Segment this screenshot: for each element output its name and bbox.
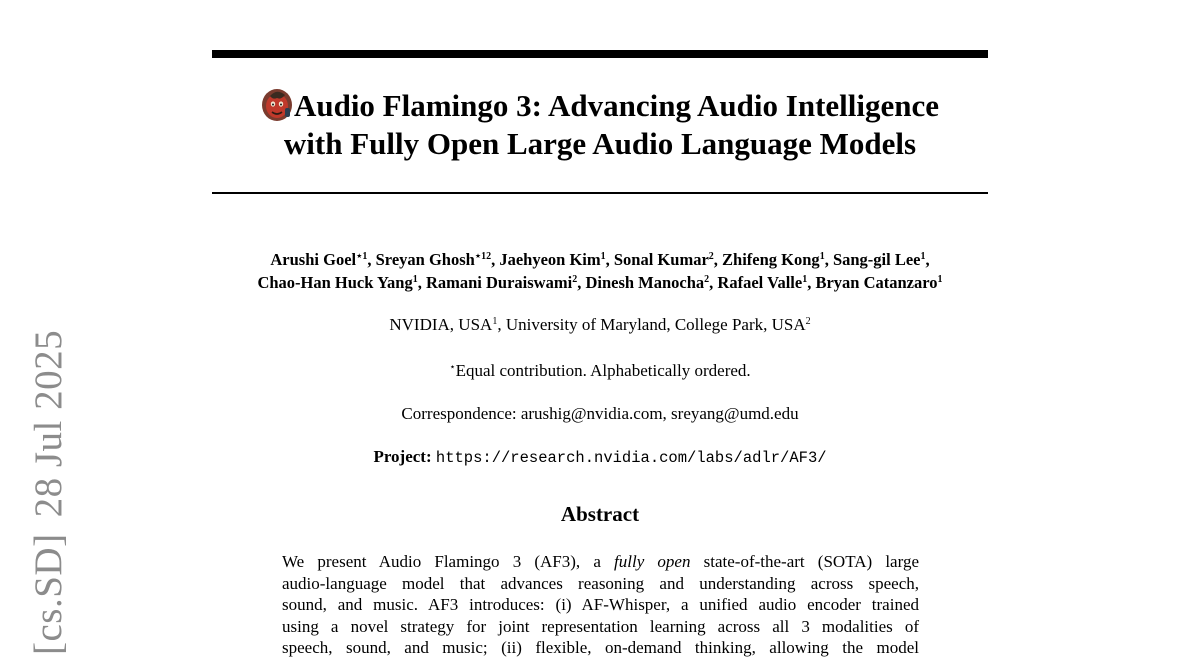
author-name: Sang-gil Lee <box>832 250 921 269</box>
author-affiliation-number: 2 <box>572 274 578 285</box>
abstract-heading: Abstract <box>560 502 640 526</box>
project-label: Project: <box>373 447 432 466</box>
author-affiliation-number: 1 <box>819 251 825 262</box>
author-separator: , <box>807 273 816 292</box>
author-affiliation-number: 2 <box>704 274 710 285</box>
author-name: Bryan Catanzaro <box>815 273 938 292</box>
author-separator: , <box>491 250 500 269</box>
title-line-1-text: Audio Flamingo 3: Advancing Audio Intelligence <box>293 88 940 123</box>
author-name: Sreyan Ghosh <box>375 250 475 269</box>
abstract-line: speech, sound, and music; (ii) flexible, on-demand thinking, allowing the model <box>282 638 919 657</box>
author-separator: , <box>605 250 614 269</box>
project-link-row <box>212 446 988 469</box>
author-name: Chao-Han Huck Yang <box>257 273 413 292</box>
author-name: Arushi Goel <box>270 250 357 269</box>
abstract-line: sound, and music. AF3 introduces: (i) AF-Whisper, a unified audio encoder trained <box>282 595 919 614</box>
equal-contribution-star: ⋆ <box>449 362 456 373</box>
affiliation-umd: University of Maryland, College Park, USA <box>505 315 806 334</box>
flamingo-logo-icon <box>261 86 293 122</box>
abstract-line: audio-language model that advances reasoning and understanding across speech, <box>282 573 919 593</box>
equal-contribution-star: ⋆ <box>356 251 363 262</box>
title-line-2: with Fully Open Large Audio Language Models <box>283 126 917 161</box>
author-affiliation-number: 12 <box>481 251 492 262</box>
arxiv-stamp <box>26 330 71 655</box>
author-affiliation-number: 1 <box>600 251 606 262</box>
author-name: Jaehyeon Kim <box>499 250 601 269</box>
author-separator: , <box>367 250 376 269</box>
abstract-emphasis: fully open <box>614 552 691 571</box>
affiliation-number: 2 <box>805 316 811 327</box>
correspondence: Correspondence: arushig@nvidia.com, sreyang@umd.edu <box>401 404 799 423</box>
abstract-text: state-of-the-art (SOTA) large <box>690 552 919 571</box>
title-top-rule <box>212 50 988 58</box>
author-separator: , <box>824 250 833 269</box>
author-affiliation-number: 1 <box>802 274 808 285</box>
affiliation-nvidia: NVIDIA, USA <box>389 315 493 334</box>
equal-contribution-note <box>212 360 988 382</box>
author-separator: , <box>417 273 426 292</box>
author-list <box>212 248 988 294</box>
author-line-1 <box>212 248 988 271</box>
affiliation-number: 1 <box>492 316 498 327</box>
equal-contribution-text: Equal contribution. Alphabetically ordered. <box>455 361 751 380</box>
abstract-text: We present Audio Flamingo 3 (AF3), a <box>282 552 615 571</box>
arxiv-category: [cs.SD] <box>27 533 70 655</box>
abstract-line: using a novel strategy for joint representation learning across all 3 modalities of <box>282 616 919 636</box>
affiliation-separator: , <box>497 315 506 334</box>
equal-contribution-star: ⋆ <box>474 251 482 262</box>
author-separator: , <box>925 250 930 269</box>
abstract-line <box>282 551 919 573</box>
author-name: Ramani Duraiswami <box>425 273 573 292</box>
project-url-link[interactable]: https://research.nvidia.com/labs/adlr/AF3/ <box>435 449 827 467</box>
author-line-2 <box>212 271 988 294</box>
author-affiliation-number: 1 <box>362 251 368 262</box>
author-affiliation-number: 1 <box>937 274 943 285</box>
abstract-body <box>282 551 919 659</box>
arxiv-date: 28 Jul 2025 <box>27 329 70 518</box>
author-affiliation-number: 1 <box>920 251 926 262</box>
paper-title <box>212 86 988 163</box>
author-affiliation-number: 2 <box>708 251 714 262</box>
title-line-1 <box>212 86 988 125</box>
author-name: Sonal Kumar <box>613 250 709 269</box>
author-affiliation-number: 1 <box>412 274 418 285</box>
title-bottom-rule <box>212 192 988 194</box>
author-separator: , <box>713 250 723 269</box>
author-name: Dinesh Manocha <box>585 273 705 292</box>
affiliations <box>212 314 988 336</box>
author-name: Rafael Valle <box>717 273 803 292</box>
author-separator: , <box>709 273 718 292</box>
author-name: Zhifeng Kong <box>722 250 820 269</box>
author-separator: , <box>577 273 586 292</box>
